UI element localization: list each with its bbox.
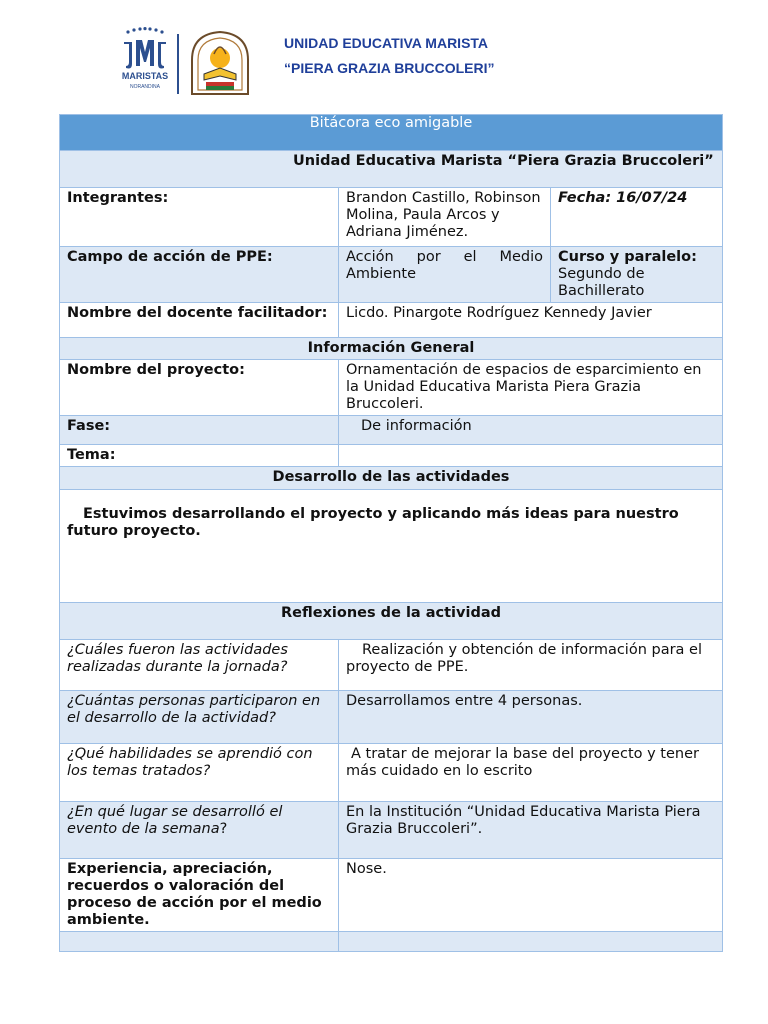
curso-cell bbox=[551, 247, 723, 303]
fase-value: De información bbox=[339, 416, 723, 445]
school-name: UNIDAD EDUCATIVA MARISTA bbox=[284, 35, 489, 51]
table-row bbox=[60, 360, 723, 416]
answer-3: A tratar de mejorar la base del proyecto y tener más cuidado en lo escrito bbox=[339, 744, 723, 802]
tema-label: Tema: bbox=[60, 445, 339, 467]
table-row bbox=[60, 247, 723, 303]
curso-label: Curso y paralelo: bbox=[558, 249, 697, 265]
table-row bbox=[60, 640, 723, 691]
table-row bbox=[60, 151, 723, 188]
campo-label: Campo de acción de PPE: bbox=[60, 247, 339, 303]
campo-value: Acción por el Medio Ambiente bbox=[339, 247, 551, 303]
table-row bbox=[60, 115, 723, 151]
empty-cell bbox=[339, 932, 723, 952]
table-row bbox=[60, 467, 723, 490]
table-row bbox=[60, 416, 723, 445]
answer-1: Realización y obtención de información para el proyecto de PPE. bbox=[339, 640, 723, 691]
reflexiones-header: Reflexiones de la actividad bbox=[60, 603, 723, 640]
question-1: ¿Cuáles fueron las actividades realizadas durante la jornada? bbox=[60, 640, 339, 691]
docente-label: Nombre del docente facilitador: bbox=[60, 303, 339, 338]
table-row bbox=[60, 932, 723, 952]
answer-4: En la Institución “Unidad Educativa Marista Piera Grazia Bruccoleri”. bbox=[339, 802, 723, 859]
proyecto-value: Ornamentación de espacios de esparcimiento en la Unidad Educativa Marista Piera Grazia Bruccoleri. bbox=[339, 360, 723, 416]
question-2: ¿Cuántas personas participaron en el desarrollo de la actividad? bbox=[60, 691, 339, 744]
integrantes-value: Brandon Castillo, Robinson Molina, Paula Arcos y Adriana Jiménez. bbox=[339, 188, 551, 247]
document-header bbox=[0, 0, 768, 110]
curso-value: Segundo de Bachillerato bbox=[558, 266, 645, 299]
table-row bbox=[60, 338, 723, 360]
tema-value bbox=[339, 445, 723, 467]
table-row bbox=[60, 303, 723, 338]
question-5: Experiencia, apreciación, recuerdos o valoración del proceso de acción por el medio ambiente. bbox=[60, 859, 339, 932]
table-row bbox=[60, 859, 723, 932]
logo-divider bbox=[177, 34, 179, 94]
table-row bbox=[60, 802, 723, 859]
unit-name: Unidad Educativa Marista “Piera Grazia Bruccoleri” bbox=[60, 151, 723, 188]
info-general-header: Información General bbox=[60, 338, 723, 360]
table-row bbox=[60, 445, 723, 467]
docente-value: Licdo. Pinargote Rodríguez Kennedy Javier bbox=[339, 303, 723, 338]
desarrollo-text: Estuvimos desarrollando el proyecto y aplicando más ideas para nuestro futuro proyecto. bbox=[60, 490, 723, 603]
question-4 bbox=[60, 802, 339, 859]
table-row bbox=[60, 744, 723, 802]
fase-label: Fase: bbox=[60, 416, 339, 445]
answer-5: Nose. bbox=[339, 859, 723, 932]
table-row bbox=[60, 691, 723, 744]
desarrollo-header: Desarrollo de las actividades bbox=[60, 467, 723, 490]
table-row bbox=[60, 188, 723, 247]
school-subname: “PIERA GRAZIA BRUCCOLERI” bbox=[284, 60, 495, 76]
table-row bbox=[60, 490, 723, 603]
question-3: ¿Qué habilidades se aprendió con los temas tratados? bbox=[60, 744, 339, 802]
bitacora-table bbox=[59, 114, 723, 952]
maristas-logo bbox=[114, 26, 176, 92]
proyecto-label: Nombre del proyecto: bbox=[60, 360, 339, 416]
answer-2: Desarrollamos entre 4 personas. bbox=[339, 691, 723, 744]
table-title: Bitácora eco amigable bbox=[60, 115, 723, 151]
question-4-text: ¿En qué lugar se desarrolló el evento de la semana bbox=[67, 804, 283, 837]
svg-text:NORANDINA: NORANDINA bbox=[129, 84, 161, 90]
integrantes-label: Integrantes: bbox=[60, 188, 339, 247]
empty-cell bbox=[60, 932, 339, 952]
fecha-value: Fecha: 16/07/24 bbox=[551, 188, 723, 247]
question-4-mark: ? bbox=[219, 821, 228, 837]
school-crest-logo bbox=[186, 30, 254, 96]
svg-text:MARISTAS: MARISTAS bbox=[121, 71, 169, 81]
table-row bbox=[60, 603, 723, 640]
